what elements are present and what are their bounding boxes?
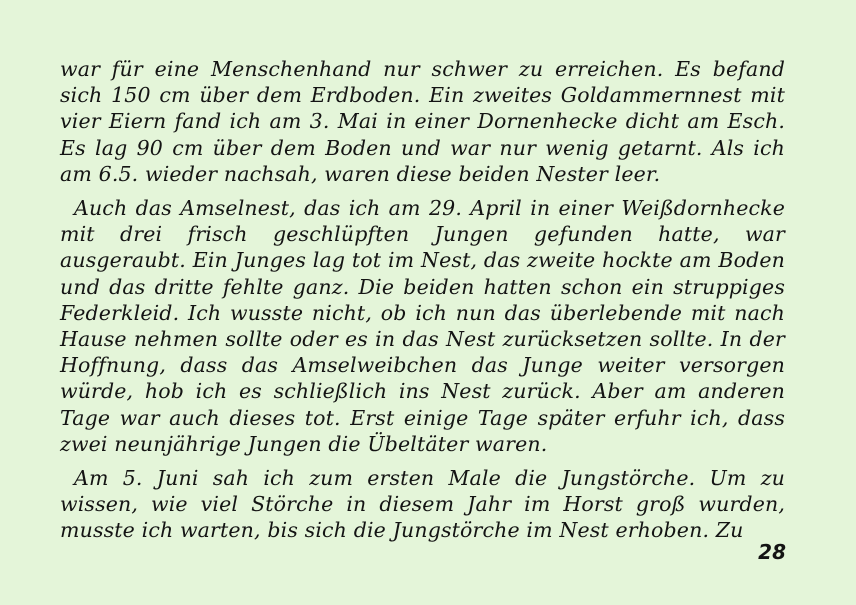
paragraph-2: Auch das Amselnest, das ich am 29. April in einer Weißdornhecke mit drei frisch geschlüpften Jungen gefunden hatte, war ausgeraubt. Ein Junges lag tot im Nest, das zweite hockte am Boden und das dritte fehlte ganz. Die beiden hatten schon ein struppiges Federkleid. Ich wusste nicht, ob ich nun das überlebende mit nach Hause nehmen sollte oder es in das Nest zurücksetzen sollte. In der Hoffnung, dass das Amselweibchen das Junge weiter versorgen würde, hob ich es schließlich ins Nest zurück. Aber am anderen Tage war auch dieses tot. Erst einige Tage später erfuhr ich, dass zwei neunjährige Jungen die Übeltäter waren. — [60, 196, 785, 456]
paragraph-3: Am 5. Juni sah ich zum ersten Male die Jungstörche. Um zu wissen, wie viel Störche in diesem Jahr im Horst groß wurden, musste ich warten, bis sich die Jungstörche im Nest erhoben. Zu — [60, 466, 785, 543]
paragraph-1: war für eine Menschenhand nur schwer zu erreichen. Es befand sich 150 cm über dem Erdboden. Ein zweites Goldammernnest mit vier Eiern fand ich am 3. Mai in einer Dornenhecke dicht am Esch. Es lag 90 cm über dem Boden und war nur wenig getarnt. Als ich am 6.5. wieder nachsah, waren diese beiden Nester leer. — [60, 57, 785, 186]
page-number: 28 — [758, 540, 786, 564]
page-body — [60, 56, 785, 544]
